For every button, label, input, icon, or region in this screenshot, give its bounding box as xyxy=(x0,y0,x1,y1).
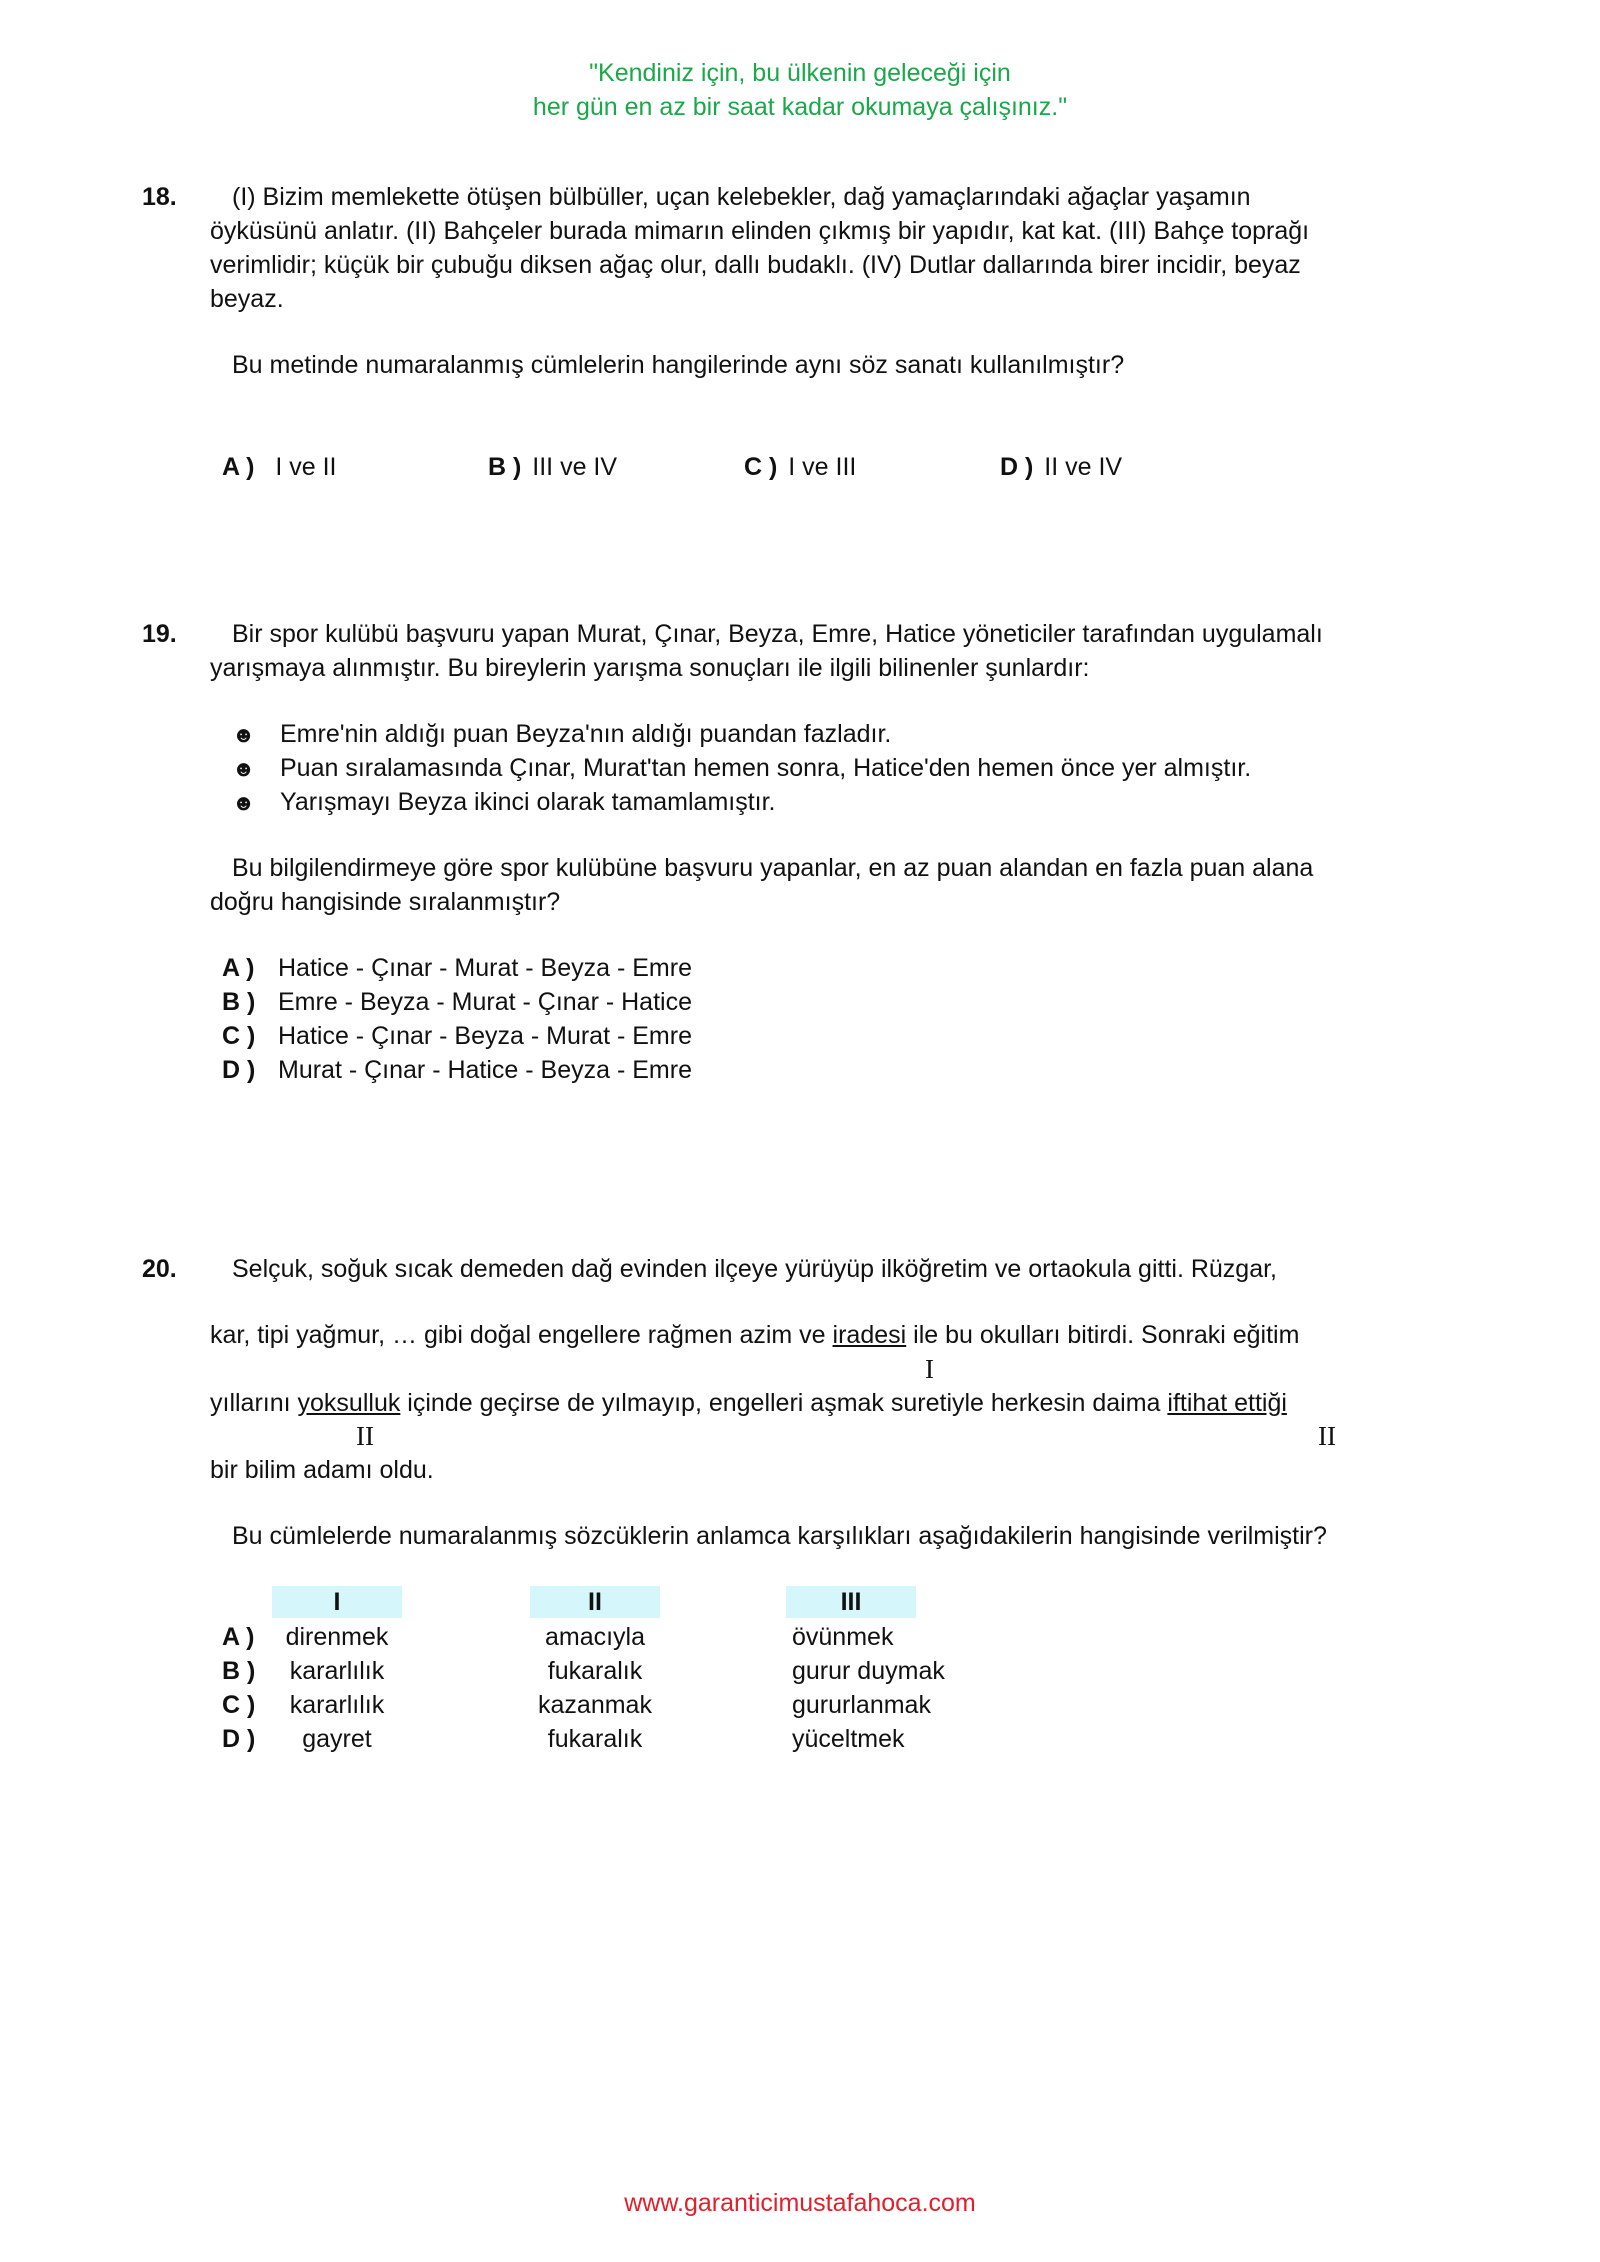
option-letter: B ) xyxy=(222,1657,256,1685)
option-text: Murat - Çınar - Hatice - Beyza - Emre xyxy=(278,1056,692,1084)
bullet-text: Puan sıralamasında Çınar, Murat'tan hemen sonra, Hatice'den hemen önce yer almıştır. xyxy=(280,754,1252,782)
option-letter: C ) xyxy=(744,453,778,481)
table-cell: kazanmak xyxy=(538,1691,652,1719)
question-prompt: Bu cümlelerde numaralanmış sözcüklerin anlamca karşılıkları aşağıdakilerin hangisinde verilmiştir? xyxy=(232,1522,1327,1550)
option-text: I ve III xyxy=(788,453,857,481)
question-number: 18. xyxy=(142,183,177,211)
roman-marker-ii: II xyxy=(356,1421,374,1451)
answer-option-d[interactable] xyxy=(0,1722,1600,1756)
bullet-item xyxy=(232,785,776,820)
underlined-word-iftihat: iftihat ettiği xyxy=(1167,1389,1287,1417)
text-fragment: ile bu okulları bitirdi. Sonraki eğitim xyxy=(906,1321,1300,1349)
answer-option-b[interactable] xyxy=(0,1654,1600,1688)
motto-quote-line-1: "Kendiniz için, bu ülkenin geleceği için xyxy=(589,59,1011,87)
roman-marker-i: I xyxy=(925,1354,934,1384)
question-text-line: bir bilim adamı oldu. xyxy=(210,1456,434,1484)
option-letter: C ) xyxy=(222,1691,256,1719)
bullet-item xyxy=(232,751,1252,786)
option-letter: C ) xyxy=(222,1022,256,1050)
option-text: III ve IV xyxy=(532,453,618,481)
motto-quote-line-2: her gün en az bir saat kadar okumaya çalışınız." xyxy=(532,93,1068,121)
option-text: Hatice - Çınar - Murat - Beyza - Emre xyxy=(278,954,692,982)
question-prompt: doğru hangisinde sıralanmıştır? xyxy=(210,888,561,916)
smiley-bullet-icon: ☻ xyxy=(232,722,256,747)
question-text-line: Selçuk, soğuk sıcak demeden dağ evinden ilçeye yürüyüp ilköğretim ve ortaokula gitti. Rüzgar, xyxy=(232,1255,1278,1283)
option-text: Hatice - Çınar - Beyza - Murat - Emre xyxy=(278,1022,692,1050)
table-cell: kararlılık xyxy=(289,1657,385,1685)
underlined-word-iradesi: iradesi xyxy=(832,1321,907,1349)
option-letter: D ) xyxy=(222,1725,256,1753)
smiley-bullet-icon: ☻ xyxy=(232,756,256,781)
question-text-line: Bir spor kulübü başvuru yapan Murat, Çınar, Beyza, Emre, Hatice yöneticiler tarafından uygulamalı xyxy=(232,620,1323,648)
footer-website-link[interactable]: www.garanticimustafahoca.com xyxy=(624,2189,976,2217)
table-cell: kararlılık xyxy=(289,1691,385,1719)
answer-option-b[interactable] xyxy=(488,450,617,484)
question-number: 20. xyxy=(142,1255,177,1283)
table-cell: amacıyla xyxy=(544,1623,646,1651)
table-cell: fukaralık xyxy=(547,1657,643,1685)
answer-option-a[interactable] xyxy=(222,450,337,484)
question-prompt: Bu metinde numaralanmış cümlelerin hangilerinde aynı söz sanatı kullanılmıştır? xyxy=(232,351,1125,379)
text-fragment: yıllarını xyxy=(210,1389,298,1417)
table-cell: gurur duymak xyxy=(792,1657,945,1685)
option-letter: A ) xyxy=(222,954,255,982)
question-text-line: öyküsünü anlatır. (II) Bahçeler burada mimarın elinden çıkmış bir yapıdır, kat kat. (III) Bahçe toprağı xyxy=(210,217,1310,245)
option-letter: A ) xyxy=(222,1623,255,1651)
roman-marker-ii: II xyxy=(1318,1421,1336,1451)
option-letter: B ) xyxy=(222,988,256,1016)
question-number: 19. xyxy=(142,620,177,648)
answer-option-a[interactable] xyxy=(0,1620,1600,1654)
question-text-line: verimlidir; küçük bir çubuğu diksen ağaç olur, dallı budaklı. (IV) Dutlar dallarında birer incidir, beyaz xyxy=(210,251,1301,279)
question-text-line: beyaz. xyxy=(210,285,284,313)
question-text-line: (I) Bizim memlekette ötüşen bülbüller, uçan kelebekler, dağ yamaçlarındaki ağaçlar yaşamın xyxy=(232,183,1251,211)
underlined-word-yoksulluk: yoksulluk xyxy=(297,1389,401,1417)
table-header-i: I xyxy=(272,1586,402,1618)
option-text: Emre - Beyza - Murat - Çınar - Hatice xyxy=(278,988,692,1016)
table-cell: direnmek xyxy=(285,1623,389,1651)
option-text: I ve II xyxy=(275,453,337,481)
bullet-text: Yarışmayı Beyza ikinci olarak tamamlamıştır. xyxy=(280,788,776,816)
question-text-line xyxy=(210,1318,1299,1352)
answer-option-c[interactable] xyxy=(0,1688,1600,1722)
table-header-iii: III xyxy=(786,1586,916,1618)
table-cell: yüceltmek xyxy=(792,1725,905,1753)
option-letter: D ) xyxy=(1000,453,1034,481)
answer-option-b[interactable] xyxy=(222,985,692,1019)
text-fragment: kar, tipi yağmur, … gibi doğal engellere rağmen azim ve xyxy=(210,1321,833,1349)
question-text-line: yarışmaya alınmıştır. Bu bireylerin yarışma sonuçları ile ilgili bilinenler şunlardır: xyxy=(210,654,1090,682)
question-text-line xyxy=(210,1386,1287,1420)
option-letter: B ) xyxy=(488,453,522,481)
table-cell: fukaralık xyxy=(547,1725,643,1753)
answer-option-d[interactable] xyxy=(222,1053,692,1087)
option-letter: A ) xyxy=(222,453,255,481)
bullet-text: Emre'nin aldığı puan Beyza'nın aldığı puandan fazladır. xyxy=(280,720,892,748)
table-cell: gururlanmak xyxy=(792,1691,931,1719)
text-fragment: içinde geçirse de yılmayıp, engelleri aşmak suretiyle herkesin daima xyxy=(400,1389,1168,1417)
question-prompt: Bu bilgilendirmeye göre spor kulübüne başvuru yapanlar, en az puan alandan en fazla puan alana xyxy=(232,854,1314,882)
smiley-bullet-icon: ☻ xyxy=(232,790,256,815)
answer-option-a[interactable] xyxy=(222,951,692,985)
bullet-item xyxy=(232,717,892,752)
table-cell: övünmek xyxy=(792,1623,894,1651)
table-header-ii: II xyxy=(530,1586,660,1618)
option-text: II ve IV xyxy=(1044,453,1123,481)
answer-option-d[interactable] xyxy=(1000,450,1122,484)
table-cell: gayret xyxy=(302,1725,372,1753)
answer-option-c[interactable] xyxy=(744,450,856,484)
answer-option-c[interactable] xyxy=(222,1019,692,1053)
option-letter: D ) xyxy=(222,1056,256,1084)
